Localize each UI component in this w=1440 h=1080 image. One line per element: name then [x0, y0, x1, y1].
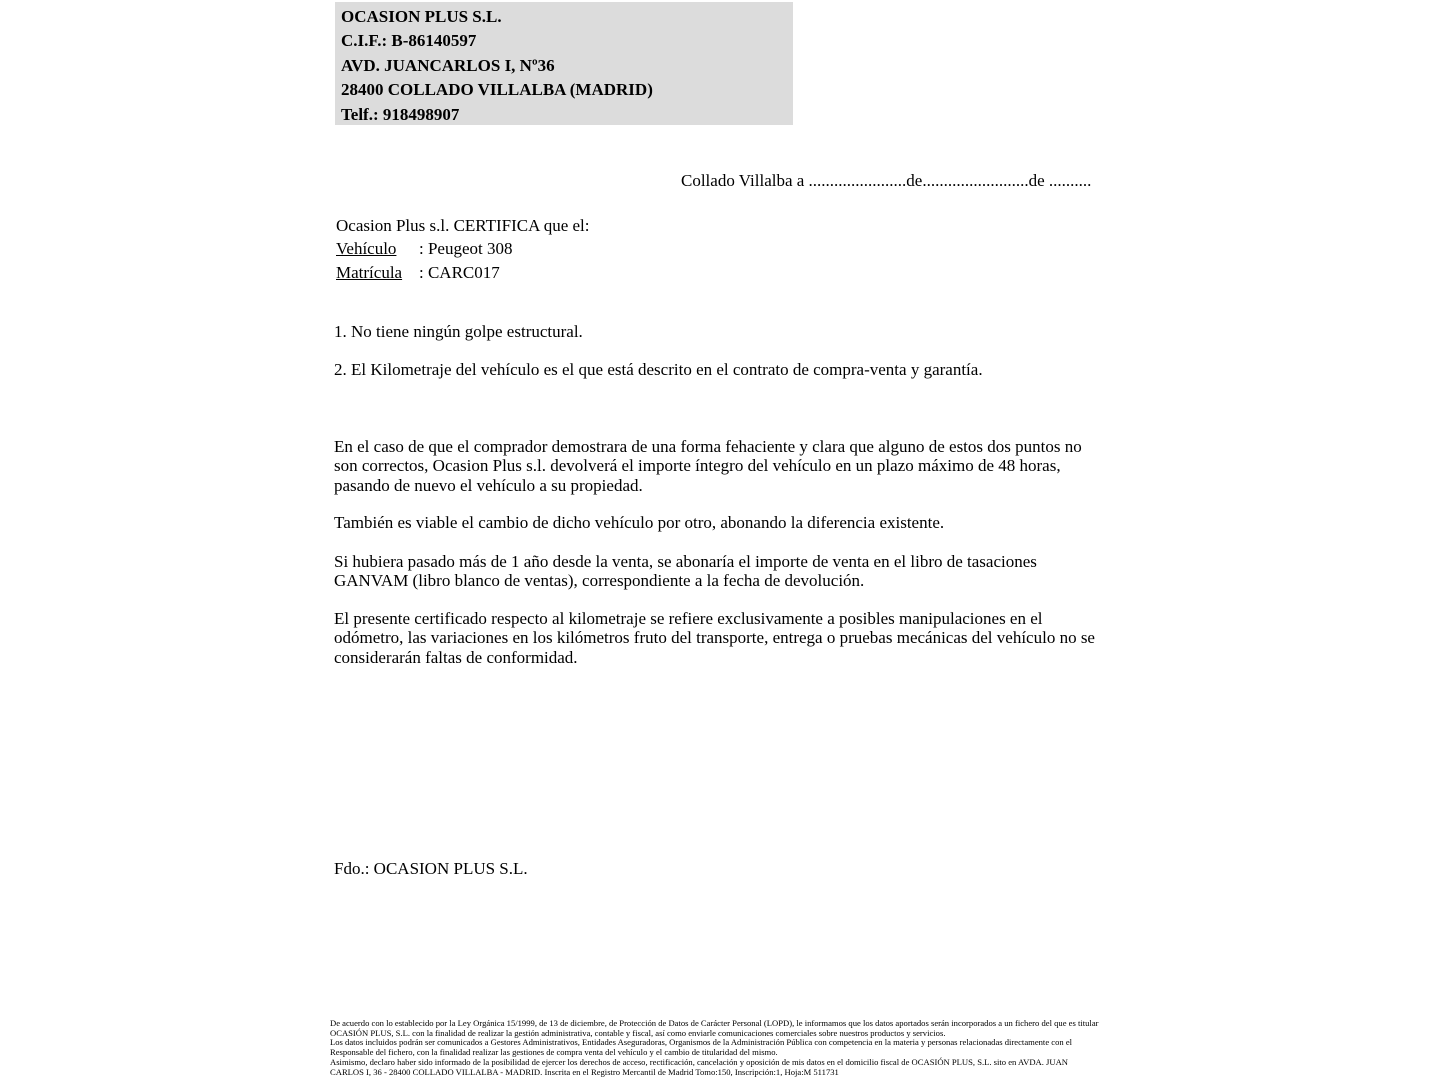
- legal-line: Los datos incluidos podrán ser comunicados a Gestores Administrativos, Entidades Aseguradoras, Organismos de la Administración Pública con competencia en la materia y personas relacionadas directamente con el: [330, 1037, 1073, 1048]
- company-name: OCASION PLUS S.L.: [341, 7, 502, 26]
- paragraph-refund: En el caso de que el comprador demostrara de una forma fehaciente y clara que alguno de estos dos puntos no son correctos, Ocasion Plus s.l. devolverá el importe íntegro del vehículo en un plazo máximo de 48 horas, pasando de nuevo el vehículo a su propiedad.: [334, 437, 1082, 495]
- legal-line: CARLOS I, 36 - 28400 COLLADO VILLALBA - MADRID. Inscrita en el Registro Mercantil de Madrid Tomo:150, Inscripción:1, Hoja:M 511731: [330, 1066, 839, 1077]
- legal-line: De acuerdo con lo establecido por la Ley Orgánica 15/1999, de 13 de diciembre, de Protección de Datos de Carácter Personal (LOPD), le informamos que los datos aportados serán incorporados a un fichero del que es titular: [330, 1018, 1099, 1028]
- company-address: AVD. JUANCARLOS I, Nº36: [341, 55, 555, 75]
- signature-line: Fdo.: OCASION PLUS S.L.: [334, 859, 528, 878]
- date-place-line: Collado Villalba a .......................de.........................de ..........: [681, 171, 1092, 190]
- company-city: 28400 COLLADO VILLALBA (MADRID): [341, 80, 653, 100]
- company-cif: C.I.F.: B-86140597: [341, 31, 477, 51]
- paragraph-ganvam: Si hubiera pasado más de 1 año desde la venta, se abonaría el importe de venta en el libro de tasaciones GANVAM (libro blanco de ventas), correspondiente a la fecha de devolución.: [334, 552, 1037, 591]
- paragraph-exchange: También es viable el cambio de dicho vehículo por otro, abonando la diferencia existente.: [334, 513, 945, 532]
- company-header-box: [335, 2, 793, 125]
- legal-line: Responsable del fichero, con la finalidad realizar las gestiones de compra venta del vehículo y el cambio de titularidad del mismo.: [330, 1047, 778, 1058]
- vehicle-label: Vehículo: [336, 239, 397, 259]
- plate-row: [336, 261, 590, 284]
- certification-block: [336, 214, 590, 284]
- condition-1: 1. No tiene ningún golpe estructural.: [334, 322, 583, 341]
- legal-line: OCASIÓN PLUS, S.L. con la finalidad de realizar la gestión administrativa, contable y fiscal, así como enviarle comunicaciones comerciales sobre nuestros productos y servicios.: [330, 1027, 946, 1038]
- paragraph-odometer: El presente certificado respecto al kilometraje se refiere exclusivamente a posibles manipulaciones en el odómetro, las variaciones en los kilómetros fruto del transporte, entrega o pruebas mecánicas del vehículo no se considerarán faltas de conformidad.: [334, 609, 1095, 667]
- company-phone: Telf.: 918498907: [341, 104, 460, 124]
- legal-line: Asimismo, declaro haber sido informado de la posibilidad de ejercer los derechos de acceso, rectificación, cancelación y oposición de mis datos en el domicilio fiscal de OCASIÓN PLUS, S.L. sito en AVDA. JUAN: [330, 1056, 1069, 1067]
- vehicle-value: : Peugeot 308: [419, 239, 513, 259]
- plate-label: Matrícula: [336, 262, 403, 282]
- legal-fine-print: [330, 1019, 1099, 1077]
- vehicle-row: [336, 237, 590, 260]
- plate-value: : CARC017: [419, 262, 500, 282]
- certification-intro: Ocasion Plus s.l. CERTIFICA que el:: [336, 216, 590, 235]
- condition-2: 2. El Kilometraje del vehículo es el que está descrito en el contrato de compra-venta y garantía.: [334, 360, 983, 379]
